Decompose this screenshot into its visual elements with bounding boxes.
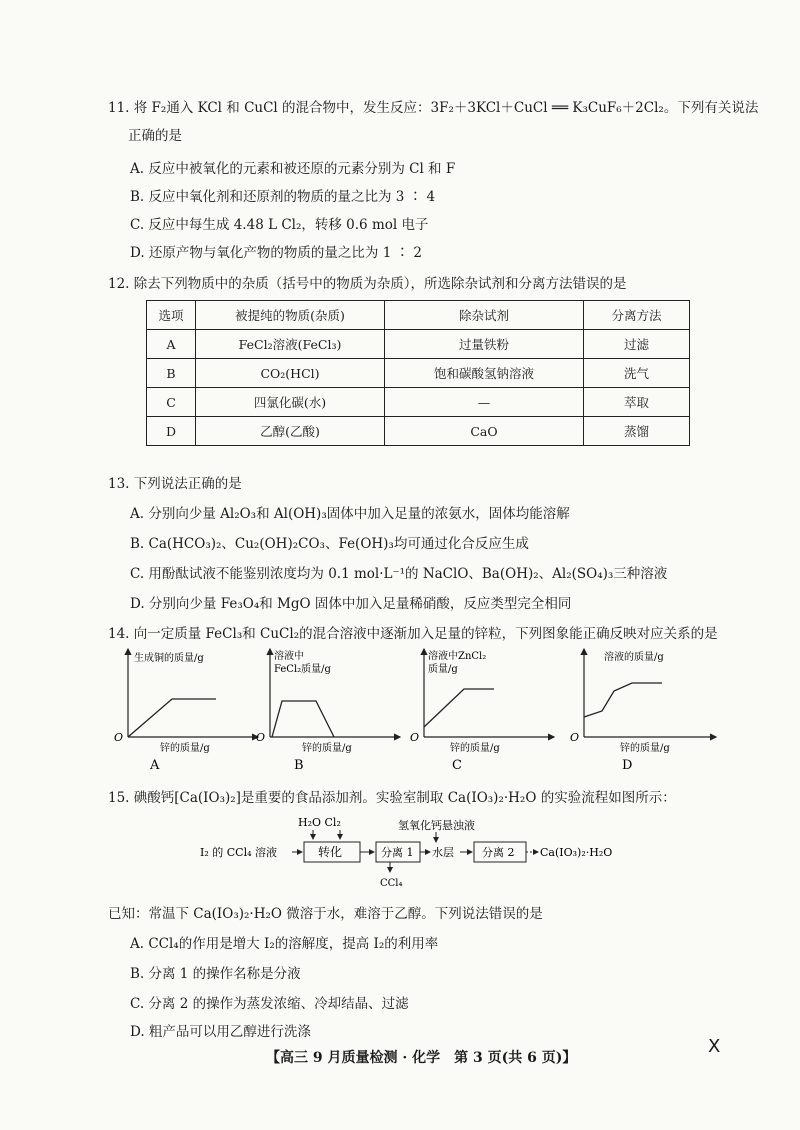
graph-c: [410, 645, 580, 775]
flow-start: I₂ 的 CCl₄ 溶液: [200, 846, 278, 859]
x-axis-label: 锌的质量/g: [620, 743, 670, 754]
q14-stem: 14. 向一定质量 FeCl₃和 CuCl₂的混合溶液中逐渐加入足量的锌粒，下列图象能正确反映对应关系的是: [108, 626, 718, 642]
table-cell: 过滤: [584, 330, 690, 359]
graph-a: [108, 645, 278, 775]
x-axis-label: 锌的质量/g: [302, 743, 352, 754]
q11-option-a: A. 反应中被氧化的元素和被还原的元素分别为 Cl 和 F: [130, 161, 456, 177]
table-cell: CO₂(HCl): [196, 359, 385, 388]
table-header: 分离方法: [584, 301, 690, 330]
q15-known: 已知：常温下 Ca(IO₃)₂·H₂O 微溶于水，难溶于乙醇。下列说法错误的是: [108, 906, 543, 922]
table-cell: CaO: [385, 417, 584, 446]
q13-option-b: B. Ca(HCO₃)₂、Cu₂(OH)₂CO₃、Fe(OH)₃均可通过化合反应生成: [130, 536, 529, 552]
q13-stem: 13. 下列说法正确的是: [108, 476, 242, 492]
y-axis-label: 生成铜的质量/g: [134, 653, 204, 664]
curve-line: [424, 689, 494, 727]
x-axis-label: 锌的质量/g: [160, 743, 210, 754]
flow-reagents: H₂O Cl₂: [298, 816, 341, 829]
corner-mark: X: [708, 1036, 721, 1057]
table-cell: —: [385, 388, 584, 417]
table-cell: FeCl₂溶液(FeCl₃): [196, 330, 385, 359]
y-axis-label: 质量/g: [428, 664, 458, 675]
table-row: [147, 359, 690, 388]
table-header-row: [147, 301, 690, 330]
graph-letter: A: [150, 758, 160, 773]
flow-box-label: 分离 1: [381, 846, 414, 859]
table-header: 选项: [147, 301, 196, 330]
table-row: [147, 330, 690, 359]
origin-label: O: [114, 731, 124, 744]
flow-product: Ca(IO₃)₂·H₂O: [540, 846, 613, 859]
origin-label: O: [410, 731, 420, 744]
q12-stem: 12. 除去下列物质中的杂质（括号中的物质为杂质），所选除杂试剂和分离方法错误的是: [108, 276, 627, 292]
table-cell: B: [147, 359, 196, 388]
y-axis-label: 溶液中ZnCl₂: [428, 651, 487, 662]
q15-stem: 15. 碘酸钙[Ca(IO₃)₂]是重要的食品添加剂。实验室制取 Ca(IO₃)₂·H₂O 的实验流程如图所示：: [108, 790, 676, 806]
y-axis-label: 溶液的质量/g: [604, 652, 664, 663]
table-header: 除杂试剂: [385, 301, 584, 330]
graph-d: [570, 645, 740, 775]
curve-line: [584, 683, 662, 717]
q11-option-c: C. 反应中每生成 4.48 L Cl₂，转移 0.6 mol 电子: [130, 217, 429, 233]
table-cell: 饱和碳酸氢钠溶液: [385, 359, 584, 388]
flow-byproduct: CCl₄: [380, 878, 403, 889]
flow-aux-reagent: 氢氧化钙悬浊液: [398, 819, 475, 832]
q13-option-c: C. 用酚酞试液不能鉴别浓度均为 0.1 mol·L⁻¹的 NaClO、Ba(OH)₂、Al₂(SO₄)₃三种溶液: [130, 566, 668, 582]
curve-line: [128, 699, 216, 737]
y-axis-label: 溶液中: [274, 651, 304, 662]
table-cell: 乙醇(乙酸): [196, 417, 385, 446]
q11-option-d: D. 还原产物与氧化产物的物质的量之比为 1 ∶ 2: [130, 245, 422, 261]
graph-b: [254, 645, 424, 775]
table-cell: 洗气: [584, 359, 690, 388]
q11-stem-cont: 正确的是: [128, 128, 182, 144]
flow-box-label: 分离 2: [482, 846, 515, 859]
origin-label: O: [256, 731, 266, 744]
y-axis-label: FeCl₂质量/g: [274, 664, 331, 675]
table-cell: 萃取: [584, 388, 690, 417]
flow-layer: 水层: [432, 846, 454, 859]
table-cell: A: [147, 330, 196, 359]
table-row: [147, 388, 690, 417]
q11-option-b: B. 反应中氧化剂和还原剂的物质的量之比为 3 ∶ 4: [130, 189, 436, 205]
q15-option-c: C. 分离 2 的操作为蒸发浓缩、冷却结晶、过滤: [130, 996, 409, 1012]
x-axis-label: 锌的质量/g: [450, 743, 500, 754]
table-header: 被提纯的物质(杂质): [196, 301, 385, 330]
flow-box-label: 转化: [318, 845, 343, 859]
q13-option-d: D. 分别向少量 Fe₃O₄和 MgO 固体中加入足量稀硝酸，反应类型完全相同: [130, 596, 572, 612]
table-cell: 四氯化碳(水): [196, 388, 385, 417]
table-cell: C: [147, 388, 196, 417]
impurity-table: [146, 300, 690, 446]
table-row: [147, 417, 690, 446]
q11-stem: 11. 将 F₂通入 KCl 和 CuCl 的混合物中，发生反应：3F₂＋3KCl＋CuCl ══ K₃CuF₆＋2Cl₂。下列有关说法: [108, 100, 759, 116]
q15-option-d: D. 粗产品可以用乙醇进行洗涤: [130, 1024, 311, 1040]
graph-letter: C: [452, 758, 462, 773]
origin-label: O: [570, 731, 580, 744]
table-cell: 过量铁粉: [385, 330, 584, 359]
curve-line: [272, 701, 334, 737]
graph-letter: D: [622, 758, 633, 773]
table-cell: D: [147, 417, 196, 446]
page-footer: 【高三 9 月质量检测 · 化学 第 3 页(共 6 页)】: [266, 1050, 577, 1066]
process-flowchart: [180, 812, 660, 892]
graph-letter: B: [294, 758, 304, 773]
q15-option-a: A. CCl₄的作用是增大 I₂的溶解度，提高 I₂的利用率: [130, 936, 439, 952]
q15-option-b: B. 分离 1 的操作名称是分液: [130, 966, 301, 982]
q13-option-a: A. 分别向少量 Al₂O₃和 Al(OH)₃固体中加入足量的浓氨水，固体均能溶解: [130, 506, 570, 522]
table-cell: 蒸馏: [584, 417, 690, 446]
